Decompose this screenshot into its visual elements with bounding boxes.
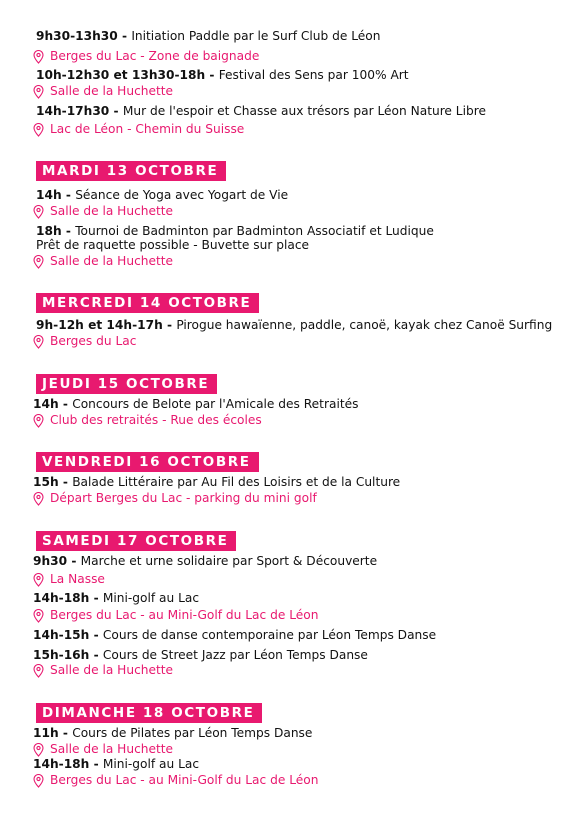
activity-location <box>33 84 173 99</box>
activity-location <box>33 572 105 587</box>
activity-time: 15h <box>33 475 59 489</box>
activity-location <box>33 254 173 269</box>
activity-text: Tournoi de Badminton par Badminton Associatif et Ludique <box>75 224 434 238</box>
activity-location <box>33 122 244 137</box>
activity-time: 14h <box>36 188 62 202</box>
activity-time: 15h-16h <box>33 648 90 662</box>
location-text: Berges du Lac - au Mini-Golf du Lac de Léon <box>50 773 319 787</box>
map-pin-icon <box>33 774 44 788</box>
activity-location <box>33 663 173 678</box>
activity-location <box>33 491 317 506</box>
map-pin-icon <box>33 50 44 64</box>
location-text: Berges du Lac - Zone de baignade <box>50 49 260 63</box>
location-text: Salle de la Huchette <box>50 84 174 98</box>
activity: 14h-18h - Mini-golf au Lac <box>33 591 200 605</box>
location-text: Salle de la Huchette <box>50 204 174 218</box>
day-header: JEUDI 15 OCTOBRE <box>36 374 217 394</box>
location-text: Salle de la Huchette <box>50 742 174 756</box>
location-text: Départ Berges du Lac - parking du mini golf <box>50 491 317 505</box>
activity-text: Cours de danse contemporaine par Léon Temps Danse <box>102 628 437 642</box>
activity-location <box>33 204 173 219</box>
map-pin-icon <box>33 123 44 137</box>
map-pin-icon <box>33 335 44 349</box>
activity-text: Initiation Paddle par le Surf Club de Léon <box>131 29 381 43</box>
activity-text: Cours de Street Jazz par Léon Temps Danse <box>102 648 368 662</box>
activity-text: Mur de l'espoir et Chasse aux trésors par Léon Nature Libre <box>122 104 486 118</box>
activity-time: 18h <box>36 224 62 238</box>
activity-location <box>33 773 318 788</box>
activity-time: 14h-17h30 <box>36 104 110 118</box>
activity-time: 9h30-13h30 <box>36 29 118 43</box>
activity: 14h-15h - Cours de danse contemporaine par Léon Temps Danse <box>33 628 437 642</box>
activity-text: Mini-golf au Lac <box>102 757 200 771</box>
activity: 14h-17h30 - Mur de l'espoir et Chasse aux trésors par Léon Nature Libre <box>36 104 486 118</box>
activity: 15h-16h - Cours de Street Jazz par Léon Temps Danse <box>33 648 368 662</box>
activity-text: Festival des Sens par 100% Art <box>218 68 409 82</box>
activity-time: 14h <box>33 397 59 411</box>
activity-note: Prêt de raquette possible - Buvette sur place <box>36 238 310 252</box>
activity-text: Balade Littéraire par Au Fil des Loisirs et de la Culture <box>72 475 401 489</box>
map-pin-icon <box>33 255 44 269</box>
day-header: VENDREDI 16 OCTOBRE <box>36 452 259 472</box>
activity: 14h - Concours de Belote par l'Amicale des Retraités <box>33 397 359 411</box>
location-text: Lac de Léon - Chemin du Suisse <box>50 122 245 136</box>
activity: 10h-12h30 et 13h30-18h - Festival des Sens par 100% Art <box>36 68 409 82</box>
location-text: Salle de la Huchette <box>50 663 174 677</box>
location-text: Club des retraités - Rue des écoles <box>50 413 262 427</box>
map-pin-icon <box>33 743 44 757</box>
activity-text: Cours de Pilates par Léon Temps Danse <box>72 726 313 740</box>
activity-location <box>33 742 173 757</box>
location-text: Berges du Lac <box>50 334 137 348</box>
activity-time: 14h-18h <box>33 757 90 771</box>
map-pin-icon <box>33 492 44 506</box>
activity-text: Marche et urne solidaire par Sport & Découverte <box>80 554 378 568</box>
activity: 9h-12h et 14h-17h - Pirogue hawaïenne, paddle, canoë, kayak chez Canoë Surfing <box>36 318 553 332</box>
day-header: MERCREDI 14 OCTOBRE <box>36 293 259 313</box>
map-pin-icon <box>33 609 44 623</box>
activity-text: Mini-golf au Lac <box>102 591 200 605</box>
location-text: Berges du Lac - au Mini-Golf du Lac de Léon <box>50 608 319 622</box>
map-pin-icon <box>33 664 44 678</box>
activity-location <box>33 49 259 64</box>
activity-time: 11h <box>33 726 59 740</box>
activity-location <box>33 608 318 623</box>
activity: 9h30-13h30 - Initiation Paddle par le Surf Club de Léon <box>36 29 381 43</box>
activity-location <box>33 413 262 428</box>
activity-time: 14h-18h <box>33 591 90 605</box>
day-header: MARDI 13 OCTOBRE <box>36 161 226 181</box>
map-pin-icon <box>33 205 44 219</box>
map-pin-icon <box>33 414 44 428</box>
activity: 11h - Cours de Pilates par Léon Temps Danse <box>33 726 313 740</box>
activity-text: Pirogue hawaïenne, paddle, canoë, kayak chez Canoë Surfing <box>176 318 553 332</box>
activity-time: 9h30 <box>33 554 68 568</box>
activity: 15h - Balade Littéraire par Au Fil des Loisirs et de la Culture <box>33 475 401 489</box>
activity-time: 14h-15h <box>33 628 90 642</box>
map-pin-icon <box>33 85 44 99</box>
map-pin-icon <box>33 573 44 587</box>
activity: 14h-18h - Mini-golf au Lac <box>33 757 200 771</box>
location-text: Salle de la Huchette <box>50 254 174 268</box>
activity: 9h30 - Marche et urne solidaire par Sport & Découverte <box>33 554 378 568</box>
activity-text: Concours de Belote par l'Amicale des Retraités <box>72 397 359 411</box>
day-header: SAMEDI 17 OCTOBRE <box>36 531 236 551</box>
activity-location <box>33 334 136 349</box>
location-text: La Nasse <box>50 572 105 586</box>
activity-time: 9h-12h et 14h-17h <box>36 318 163 332</box>
activity-text: Séance de Yoga avec Yogart de Vie <box>75 188 289 202</box>
activity: 14h - Séance de Yoga avec Yogart de Vie <box>36 188 289 202</box>
activity: 18h - Tournoi de Badminton par Badminton Associatif et Ludique <box>36 224 434 238</box>
day-header: DIMANCHE 18 OCTOBRE <box>36 703 262 723</box>
activity-time: 10h-12h30 et 13h30-18h <box>36 68 206 82</box>
